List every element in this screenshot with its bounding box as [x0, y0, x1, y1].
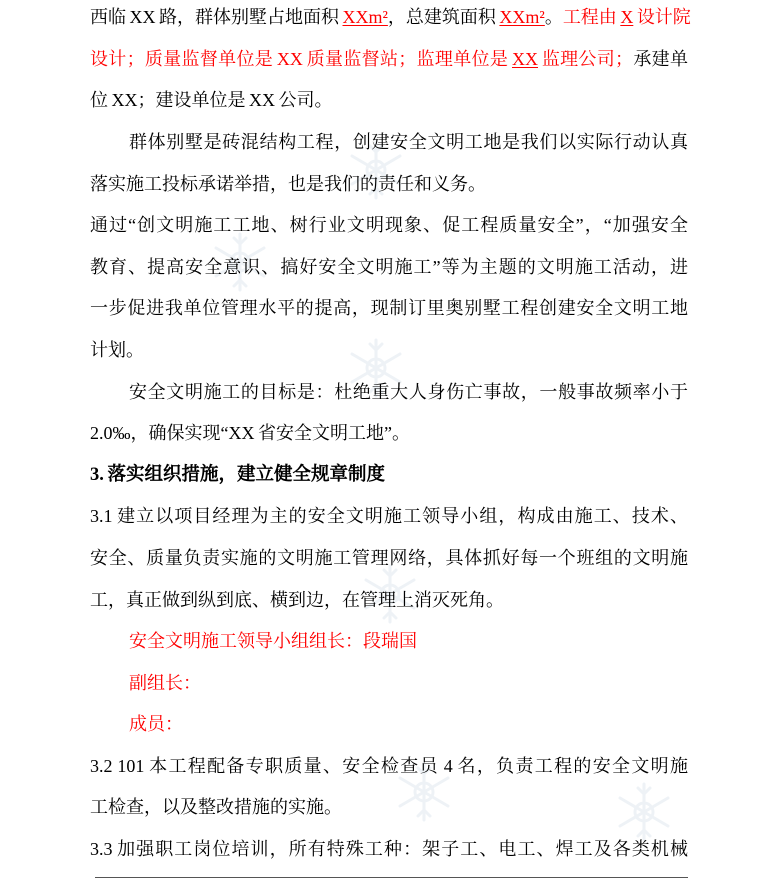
- supervision-text: 监理公司；: [538, 48, 634, 69]
- section-heading: [90, 455, 688, 497]
- text-line: [90, 288, 688, 330]
- designer-name: X: [620, 7, 634, 28]
- paragraph-first-line: [90, 122, 688, 164]
- text-line: [90, 787, 688, 829]
- text-line: [90, 164, 688, 206]
- text-line: [90, 538, 688, 580]
- members-text: 成员：: [129, 714, 183, 735]
- text-run: 西临 XX 路，群体别墅占地面积: [90, 7, 343, 28]
- text-run: 2.0‰，确保实现“XX 省安全文明工地”。: [90, 423, 410, 444]
- designer-text: 设计院: [633, 7, 691, 28]
- text-run: 。: [544, 7, 563, 28]
- text-line: [90, 746, 688, 788]
- supervisor-name: XX: [512, 48, 538, 69]
- text-run: 落实施工投标承诺举措，也是我们的责任和义务。: [90, 173, 486, 194]
- text-run: 群体别墅是砖混结构工程，创建安全文明工地是我们以实际行动认真: [129, 131, 688, 152]
- document-body: [90, 0, 691, 871]
- text-line: [90, 496, 688, 538]
- floor-area-value: XXm²: [499, 7, 545, 28]
- text-run: 3.3 加强职工岗位培训，所有特殊工种：架子工、电工、焊工及各类机械: [90, 839, 688, 860]
- text-run: 通过“创文明施工工地、树行业文明现象、促工程质量安全”，“加强安全: [90, 215, 688, 236]
- text-run: 安全文明施工的目标是：杜绝重大人身伤亡事故，一般事故频率小于: [129, 381, 688, 402]
- designer-text: 工程由: [562, 7, 621, 28]
- text-run: 教育、提高安全意识、搞好安全文明施工”等为主题的文明施工活动，进: [90, 256, 688, 277]
- text-run: 安全、质量负责实施的文明施工管理网络，具体抓好每一个班组的文明施: [90, 547, 688, 568]
- footer-rule: [95, 877, 688, 878]
- text-line: [90, 413, 688, 455]
- text-run: 承建单: [633, 48, 688, 69]
- text-line: [90, 247, 688, 289]
- text-line: [90, 80, 688, 122]
- text-run: 工检查，以及整改措施的实施。: [90, 797, 342, 818]
- text-line: [90, 0, 691, 39]
- team-leader-line: [90, 621, 688, 663]
- text-run: 计划。: [90, 339, 144, 360]
- text-line: [90, 330, 688, 372]
- paragraph-first-line: [90, 372, 688, 414]
- deputy-leader-text: 副组长：: [129, 672, 201, 693]
- site-area-value: XXm²: [342, 7, 388, 28]
- text-run: ，总建筑面积: [387, 7, 500, 28]
- text-run: 3.1 建立以项目经理为主的安全文明施工领导小组，构成由施工、技术、: [90, 506, 688, 527]
- text-run: 3.2 101 本工程配备专职质量、安全检查员 4 名，负责工程的安全文明施: [90, 755, 688, 776]
- text-line: [90, 39, 688, 81]
- deputy-leader-line: [90, 663, 688, 705]
- text-line: [90, 580, 688, 622]
- team-leader-text: 安全文明施工领导小组组长：段瑞国: [129, 631, 417, 652]
- text-run: 一步促进我单位管理水平的提高，现制订里奥别墅工程创建安全文明工地: [90, 298, 688, 319]
- members-line: [90, 704, 688, 746]
- heading-text: 3. 落实组织措施，建立健全规章制度: [90, 464, 386, 485]
- text-line: [90, 829, 688, 871]
- text-run: 位 XX；建设单位是 XX 公司。: [90, 90, 333, 111]
- text-run: 工，真正做到纵到底、横到边，在管理上消灭死角。: [90, 589, 504, 610]
- supervision-text: 设计；质量监督单位是 XX 质量监督站；监理单位是: [90, 48, 512, 69]
- text-line: [90, 205, 688, 247]
